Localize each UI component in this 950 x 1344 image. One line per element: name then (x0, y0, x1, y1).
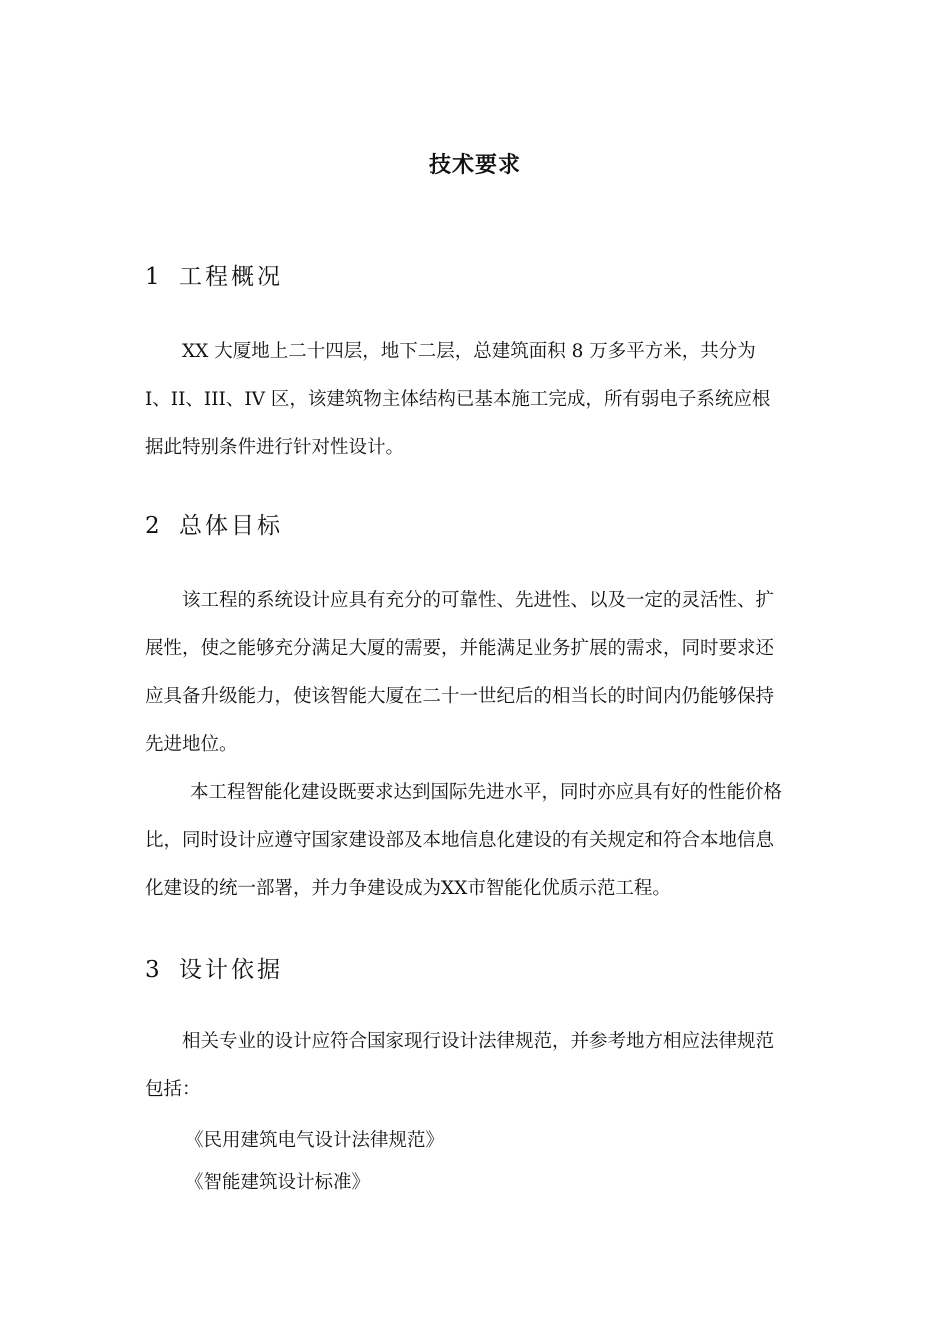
section-number: 3 (145, 957, 163, 983)
paragraph-line: 据此特别条件进行针对性设计。 (145, 437, 405, 458)
paragraph-line: 相关专业的设计应符合国家现行设计法律规范，并参考地方相应法律规范 (182, 1031, 775, 1052)
paragraph-standards (145, 769, 809, 913)
paragraph-line: 先进地位。 (145, 734, 238, 755)
reference-item: 《智能建筑设计标准》 (185, 1172, 371, 1193)
paragraph-line: 该工程的系统设计应具有充分的可靠性、先进性、以及一定的灵活性、扩 (182, 590, 775, 611)
section-title: 工程概况 (179, 264, 283, 290)
paragraph-goals (145, 577, 809, 769)
paragraph-line: I、II、III、IV 区，该建筑物主体结构已基本施工完成，所有弱电子系统应根 (145, 389, 771, 410)
reference-item: 《民用建筑电气设计法律规范》 (185, 1130, 445, 1151)
paragraph-line: 比，同时设计应遵守国家建设部及本地信息化建设的有关规定和符合本地信息 (145, 830, 775, 851)
paragraph-line: XX 大厦地上二十四层，地下二层，总建筑面积 8 万多平方米，共分为 (182, 341, 756, 362)
paragraph-line: 本工程智能化建设既要求达到国际先进水平，同时亦应具有好的性能价格 (190, 782, 783, 803)
section-number: 1 (145, 264, 163, 290)
section-title: 设计依据 (179, 957, 283, 983)
section-heading-3 (145, 951, 283, 984)
paragraph-overview (145, 328, 809, 472)
document-title: 技术要求 (428, 153, 521, 178)
paragraph-basis (145, 1018, 809, 1114)
paragraph-line: 应具备升级能力，使该智能大厦在二十一世纪后的相当长的时间内仍能够保持 (145, 686, 775, 707)
paragraph-line: 展性，使之能够充分满足大厦的需要，并能满足业务扩展的需求，同时要求还 (145, 638, 775, 659)
paragraph-line: 包括： (145, 1079, 201, 1100)
section-number: 2 (145, 513, 163, 539)
section-heading-2 (145, 507, 283, 540)
section-heading-1 (145, 258, 283, 291)
section-title: 总体目标 (179, 513, 283, 539)
paragraph-line: 化建设的统一部署，并力争建设成为XX市智能化优质示范工程。 (145, 878, 671, 899)
